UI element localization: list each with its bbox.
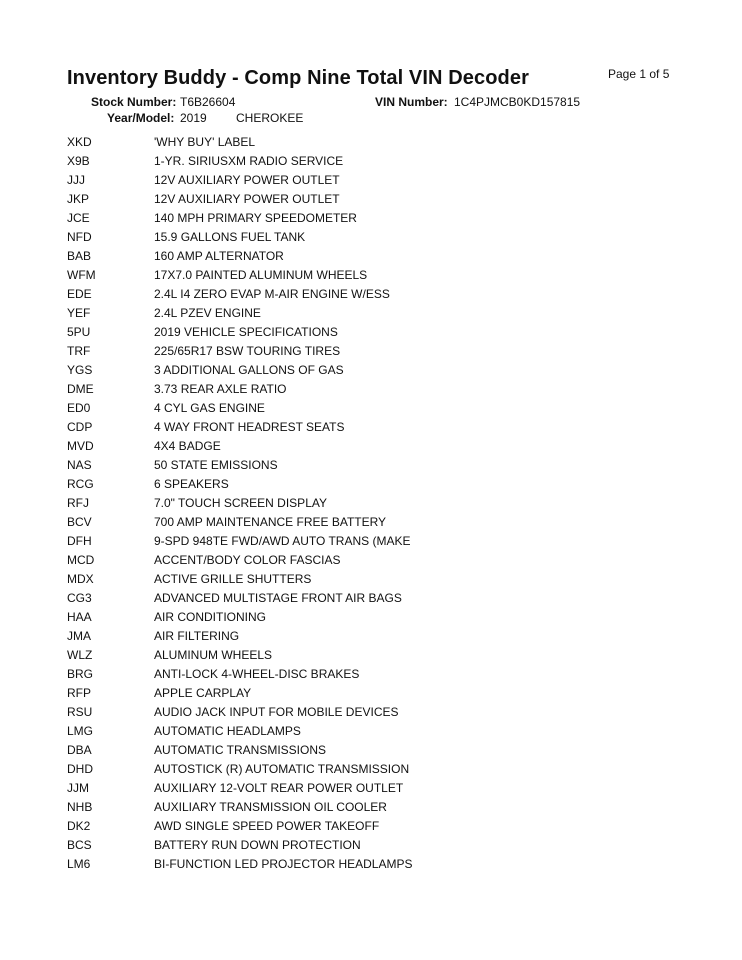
option-description: ANTI-LOCK 4-WHEEL-DISC BRAKES (154, 667, 360, 681)
list-item (0, 779, 742, 798)
option-code: MDX (67, 572, 94, 586)
option-description: 9-SPD 948TE FWD/AWD AUTO TRANS (MAKE (154, 534, 411, 548)
option-code: X9B (67, 154, 90, 168)
list-item (0, 171, 742, 190)
vin-number-label: VIN Number: (375, 95, 448, 109)
option-description: AIR CONDITIONING (154, 610, 267, 624)
option-code: NHB (67, 800, 93, 814)
option-description: 4 CYL GAS ENGINE (154, 401, 265, 415)
option-code: YGS (67, 363, 93, 377)
option-description: 4X4 BADGE (154, 439, 221, 453)
option-description: 700 AMP MAINTENANCE FREE BATTERY (154, 515, 387, 529)
list-item (0, 266, 742, 285)
option-description: 2.4L I4 ZERO EVAP M-AIR ENGINE W/ESS (154, 287, 390, 301)
option-description: BI-FUNCTION LED PROJECTOR HEADLAMPS (154, 857, 413, 871)
option-description: ADVANCED MULTISTAGE FRONT AIR BAGS (154, 591, 402, 605)
list-item (0, 209, 742, 228)
vin-number (375, 95, 581, 109)
option-code: 5PU (67, 325, 91, 339)
option-description: 12V AUXILIARY POWER OUTLET (154, 192, 340, 206)
option-description: 6 SPEAKERS (154, 477, 229, 491)
option-description: AUXILIARY TRANSMISSION OIL COOLER (154, 800, 387, 814)
option-description: 17X7.0 PAINTED ALUMINUM WHEELS (154, 268, 368, 282)
option-code: WFM (67, 268, 96, 282)
option-description: AUTOMATIC HEADLAMPS (154, 724, 301, 738)
list-item (0, 513, 742, 532)
option-code: BRG (67, 667, 94, 681)
option-description: ALUMINUM WHEELS (154, 648, 273, 662)
option-code: TRF (67, 344, 91, 358)
option-code: BCS (67, 838, 92, 852)
list-item (0, 399, 742, 418)
list-item (0, 798, 742, 817)
option-code: RCG (67, 477, 94, 491)
stock-number-value: T6B26604 (180, 95, 236, 109)
option-code: ED0 (67, 401, 91, 415)
option-description: 4 WAY FRONT HEADREST SEATS (154, 420, 345, 434)
option-code: NAS (67, 458, 92, 472)
list-item (0, 855, 742, 874)
option-description: APPLE CARPLAY (154, 686, 252, 700)
list-item (0, 589, 742, 608)
option-code: RFP (67, 686, 91, 700)
list-item (0, 760, 742, 779)
option-description: 3 ADDITIONAL GALLONS OF GAS (154, 363, 344, 377)
option-code: MVD (67, 439, 94, 453)
option-code: JJM (67, 781, 89, 795)
list-item (0, 627, 742, 646)
option-description: AUTOSTICK (R) AUTOMATIC TRANSMISSION (154, 762, 410, 776)
option-code: JMA (67, 629, 91, 643)
vin-number-value: 1C4PJMCB0KD157815 (454, 95, 581, 109)
option-code: JCE (67, 211, 90, 225)
option-code: DHD (67, 762, 93, 776)
option-code: DK2 (67, 819, 91, 833)
option-description: BATTERY RUN DOWN PROTECTION (154, 838, 361, 852)
option-description: 3.73 REAR AXLE RATIO (154, 382, 287, 396)
option-code: DBA (67, 743, 92, 757)
list-item (0, 304, 742, 323)
option-code: CDP (67, 420, 93, 434)
list-item (0, 418, 742, 437)
stock-number-label: Stock Number: (91, 95, 177, 109)
list-item (0, 437, 742, 456)
option-description: ACTIVE GRILLE SHUTTERS (154, 572, 312, 586)
list-item (0, 152, 742, 171)
list-item (0, 551, 742, 570)
option-description: 225/65R17 BSW TOURING TIRES (154, 344, 341, 358)
option-code: WLZ (67, 648, 93, 662)
list-item (0, 684, 742, 703)
list-item (0, 456, 742, 475)
option-description: 140 MPH PRIMARY SPEEDOMETER (154, 211, 357, 225)
list-item (0, 741, 742, 760)
option-code: EDE (67, 287, 92, 301)
option-description: AWD SINGLE SPEED POWER TAKEOFF (154, 819, 380, 833)
option-code: MCD (67, 553, 95, 567)
list-item (0, 570, 742, 589)
list-item (0, 722, 742, 741)
option-code: LM6 (67, 857, 91, 871)
option-description: AUDIO JACK INPUT FOR MOBILE DEVICES (154, 705, 399, 719)
option-code: BCV (67, 515, 92, 529)
option-description: 50 STATE EMISSIONS (154, 458, 278, 472)
list-item (0, 247, 742, 266)
option-code: BAB (67, 249, 92, 263)
list-item (0, 380, 742, 399)
year-model (107, 111, 207, 125)
option-code: DME (67, 382, 94, 396)
stock-number (91, 95, 236, 109)
list-item (0, 532, 742, 551)
option-description: 15.9 GALLONS FUEL TANK (154, 230, 306, 244)
list-item (0, 342, 742, 361)
option-description: ACCENT/BODY COLOR FASCIAS (154, 553, 341, 567)
option-description: 2.4L PZEV ENGINE (154, 306, 261, 320)
page-title: Inventory Buddy - Comp Nine Total VIN Decoder (67, 67, 529, 89)
option-code-list (0, 133, 742, 874)
list-item (0, 494, 742, 513)
list-item (0, 665, 742, 684)
option-description: AUTOMATIC TRANSMISSIONS (154, 743, 327, 757)
list-item (0, 608, 742, 627)
page-number: Page 1 of 5 (608, 67, 670, 81)
option-code: RFJ (67, 496, 89, 510)
year-model-label: Year/Model: (107, 111, 175, 125)
option-description: AUXILIARY 12-VOLT REAR POWER OUTLET (154, 781, 404, 795)
option-code: LMG (67, 724, 94, 738)
model-value: CHEROKEE (236, 111, 304, 125)
list-item (0, 361, 742, 380)
option-code: RSU (67, 705, 93, 719)
list-item (0, 703, 742, 722)
option-description: 1-YR. SIRIUSXM RADIO SERVICE (154, 154, 344, 168)
list-item (0, 475, 742, 494)
list-item (0, 228, 742, 247)
option-description: 160 AMP ALTERNATOR (154, 249, 284, 263)
option-code: YEF (67, 306, 91, 320)
option-code: JJJ (67, 173, 85, 187)
list-item (0, 817, 742, 836)
list-item (0, 836, 742, 855)
list-item (0, 323, 742, 342)
option-description: 7.0" TOUCH SCREEN DISPLAY (154, 496, 327, 510)
option-description: 'WHY BUY' LABEL (154, 135, 256, 149)
option-description: 2019 VEHICLE SPECIFICATIONS (154, 325, 338, 339)
option-code: JKP (67, 192, 90, 206)
option-description: AIR FILTERING (154, 629, 240, 643)
option-code: CG3 (67, 591, 92, 605)
option-description: 12V AUXILIARY POWER OUTLET (154, 173, 340, 187)
option-code: NFD (67, 230, 92, 244)
option-code: DFH (67, 534, 92, 548)
option-code: XKD (67, 135, 92, 149)
list-item (0, 190, 742, 209)
list-item (0, 133, 742, 152)
option-code: HAA (67, 610, 92, 624)
year-value: 2019 (180, 111, 207, 125)
list-item (0, 646, 742, 665)
list-item (0, 285, 742, 304)
